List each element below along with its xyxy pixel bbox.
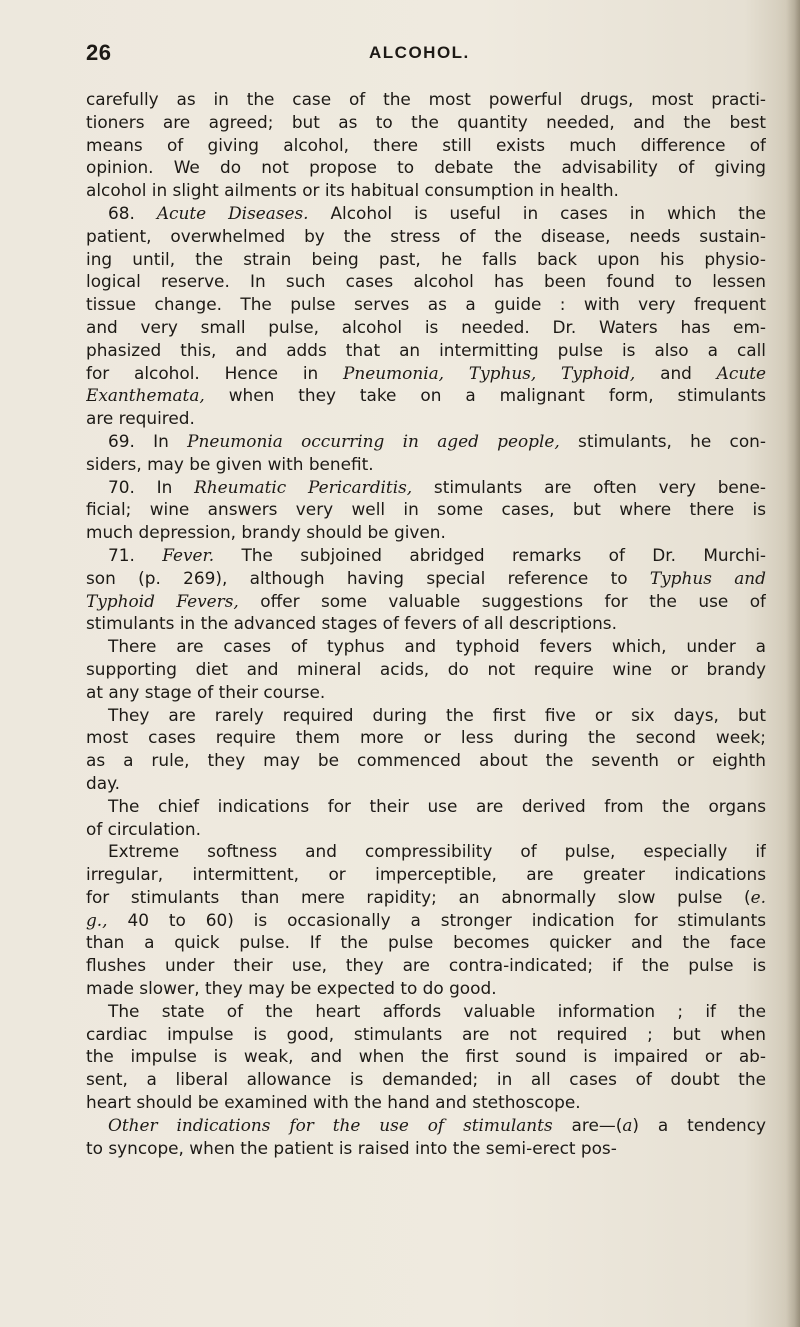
- text-line: [86, 134, 766, 157]
- text-line: [86, 1023, 766, 1046]
- text-line: [86, 339, 766, 362]
- text-line: [86, 111, 766, 134]
- text-line: [86, 658, 766, 681]
- text-run: to syncope, when the patient is raised into the semi-erect pos-: [86, 1137, 617, 1158]
- italic-text-run: Acute Diseases.: [156, 202, 309, 223]
- text-run: the impulse is weak, and when the first sound is impaired or ab-: [86, 1046, 766, 1067]
- italic-text-run: Exanthemata,: [86, 385, 205, 406]
- text-line: [86, 1000, 766, 1023]
- text-run: much depression, brandy should be given.: [86, 522, 446, 543]
- text-line: [86, 498, 766, 521]
- text-line: [86, 772, 766, 795]
- text-run: of circulation.: [86, 818, 201, 839]
- body-text: [86, 88, 766, 1159]
- text-line: [86, 544, 766, 567]
- text-run: at any stage of their course.: [86, 681, 326, 702]
- italic-text-run: Acute: [716, 362, 766, 383]
- text-run: son (p. 269), although having special reference to: [86, 567, 650, 588]
- text-run: ing until, the strain being past, he falls back upon his physio-: [86, 248, 766, 269]
- italic-text-run: Pneumonia occurring in aged people,: [187, 430, 560, 451]
- text-run: 70. In: [108, 476, 195, 497]
- text-run: day.: [86, 772, 121, 793]
- text-line: [86, 840, 766, 863]
- text-run: supporting diet and mineral acids, do not require wine or brandy: [86, 658, 766, 679]
- italic-text-run: g.,: [86, 909, 108, 930]
- text-line: [86, 316, 766, 339]
- text-line: [86, 726, 766, 749]
- text-line: [86, 179, 766, 202]
- text-run: carefully as in the case of the most powerful drugs, most practi-: [86, 89, 766, 109]
- text-line: [86, 1114, 766, 1137]
- text-line: [86, 612, 766, 635]
- text-line: [86, 590, 766, 613]
- text-run: opinion. We do not propose to debate the advisability of giving: [86, 157, 766, 178]
- text-line: [86, 248, 766, 271]
- text-run: heart should be examined with the hand and stethoscope.: [86, 1092, 581, 1113]
- text-line: [86, 1137, 766, 1160]
- text-line: [86, 293, 766, 316]
- text-line: [86, 407, 766, 430]
- text-run: 68.: [108, 202, 157, 223]
- text-run: siders, may be given with benefit.: [86, 453, 374, 474]
- text-line: [86, 270, 766, 293]
- text-run: for stimulants than mere rapidity; an abnormally slow pulse (: [86, 886, 751, 907]
- text-line: [86, 886, 766, 909]
- text-run: tissue change. The pulse serves as a guide : with very frequent: [86, 294, 766, 315]
- text-line: [86, 795, 766, 818]
- text-run: The subjoined abridged remarks of Dr. Murchi-: [214, 544, 766, 565]
- italic-text-run: Typhoid Fevers,: [86, 590, 239, 611]
- text-run: and: [635, 362, 717, 383]
- text-run: patient, overwhelmed by the stress of the disease, needs sustain-: [86, 225, 766, 246]
- text-run: irregular, intermittent, or imperceptible, are greater indications: [86, 864, 766, 885]
- text-run: Extreme softness and compressibility of pulse, especially if: [108, 841, 766, 862]
- text-line: [86, 567, 766, 590]
- text-line: [86, 88, 766, 111]
- text-run: phasized this, and adds that an intermitting pulse is also a call: [86, 339, 766, 360]
- text-run: 40 to 60) is occasionally a stronger indication for stimulants: [107, 909, 766, 930]
- text-line: [86, 863, 766, 886]
- text-run: There are cases of typhus and typhoid fevers which, under a: [108, 636, 766, 657]
- italic-text-run: e.: [750, 886, 766, 907]
- text-run: logical reserve. In such cases alcohol has been found to lessen: [86, 271, 766, 292]
- text-line: [86, 977, 766, 1000]
- text-line: [86, 818, 766, 841]
- text-run: made slower, they may be expected to do good.: [86, 978, 497, 999]
- italic-text-run: Rheumatic Pericarditis,: [194, 476, 413, 497]
- text-run: for alcohol. Hence in: [86, 362, 344, 383]
- text-line: [86, 156, 766, 179]
- italic-text-run: Fever.: [162, 544, 215, 565]
- text-line: [86, 1045, 766, 1068]
- text-line: [86, 909, 766, 932]
- text-run: than a quick pulse. If the pulse becomes quicker and the face: [86, 932, 766, 953]
- text-run: and very small pulse, alcohol is needed. Dr. Waters has em-: [86, 316, 766, 337]
- text-run: cardiac impulse is good, stimulants are not required ; but when: [86, 1023, 766, 1044]
- text-run: ) a tendency: [632, 1114, 766, 1135]
- text-line: [86, 704, 766, 727]
- page-header: [86, 40, 766, 76]
- text-line: [86, 1068, 766, 1091]
- text-run: stimulants, he con-: [559, 430, 766, 451]
- text-run: as a rule, they may be commenced about the seventh or eighth: [86, 750, 766, 771]
- text-line: [86, 749, 766, 772]
- text-line: [86, 954, 766, 977]
- text-line: [86, 521, 766, 544]
- text-run: tioners are agreed; but as to the quantity needed, and the best: [86, 111, 766, 132]
- italic-text-run: Pneumonia, Typhus, Typhoid,: [343, 362, 636, 383]
- text-run: means of giving alcohol, there still exists much difference of: [86, 134, 766, 155]
- text-run: flushes under their use, they are contra-indicated; if the pulse is: [86, 955, 766, 976]
- text-run: 69. In: [108, 430, 188, 451]
- text-run: stimulants in the advanced stages of fevers of all descriptions.: [86, 613, 617, 634]
- text-run: 71.: [108, 544, 163, 565]
- italic-text-run: Other indications for the use of stimulants: [108, 1114, 553, 1135]
- text-line: [86, 476, 766, 499]
- text-line: [86, 635, 766, 658]
- text-run: when they take on a malignant form, stimulants: [204, 385, 766, 406]
- text-line: [86, 931, 766, 954]
- text-run: offer some valuable suggestions for the use of: [238, 590, 766, 611]
- text-line: [86, 202, 766, 225]
- italic-text-run: Typhus and: [649, 567, 766, 588]
- running-head: ALCOHOL.: [369, 43, 470, 62]
- text-line: [86, 362, 766, 385]
- text-run: sent, a liberal allowance is demanded; in all cases of doubt the: [86, 1069, 766, 1090]
- text-line: [86, 225, 766, 248]
- text-run: The chief indications for their use are derived from the organs: [108, 795, 766, 816]
- text-run: Alcohol is useful in cases in which the: [308, 202, 766, 223]
- text-line: [86, 1091, 766, 1114]
- page-number: 26: [86, 40, 112, 65]
- page-edge-shadow: [786, 0, 800, 1327]
- text-run: alcohol in slight ailments or its habitual consumption in health.: [86, 180, 619, 201]
- text-line: [86, 384, 766, 407]
- text-line: [86, 681, 766, 704]
- text-line: [86, 430, 766, 453]
- text-run: most cases require them more or less during the second week;: [86, 727, 766, 748]
- text-run: They are rarely required during the first five or six days, but: [108, 704, 766, 725]
- text-run: ficial; wine answers very well in some cases, but where there is: [86, 499, 766, 520]
- text-run: stimulants are often very bene-: [412, 476, 766, 497]
- text-line: [86, 453, 766, 476]
- italic-text-run: a: [622, 1114, 633, 1135]
- text-run: are—(: [552, 1114, 623, 1135]
- text-run: The state of the heart affords valuable information ; if the: [108, 1000, 766, 1021]
- text-run: are required.: [86, 408, 195, 429]
